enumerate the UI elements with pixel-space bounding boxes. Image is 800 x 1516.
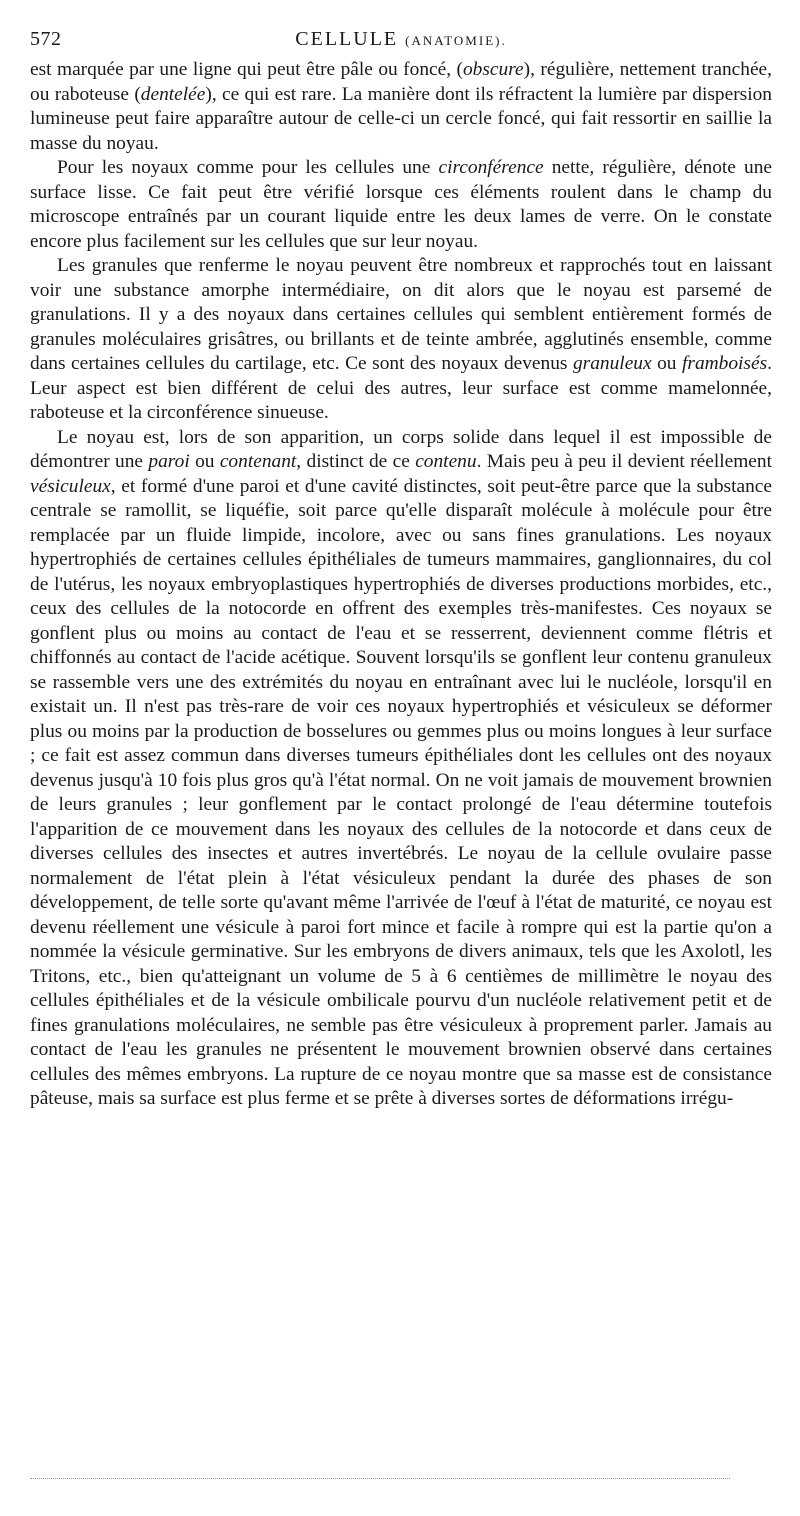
page-number: 572 — [30, 28, 62, 50]
text-run: Le noyau est, lors de son apparition, un corps solide dans lequel il est impossible de démontrer une — [30, 426, 772, 472]
text-run: , distinct de ce — [296, 451, 416, 472]
running-subtitle: (ANATOMIE). — [405, 33, 507, 48]
body-text — [30, 58, 772, 1112]
italic-term: granuleux — [572, 353, 652, 374]
text-run: est marquée par une ligne qui peut être pâle ou foncé, ( — [30, 59, 463, 80]
text-run: Pour les noyaux comme pour les cellules une — [57, 157, 439, 178]
text-run: , et formé d'une paroi et d'une cavité distinctes, soit peut-être parce que la substance centrale se ramollit, se liquéfie, soit parce qu'elle disparaît molécule à molécule pour être remplacée par un fluide limpide, incolore, avec ou sans fines granulations. Les noyaux hypertrophiés de certaines cellules épithéliales de tumeurs mammaires, ganglionnaires, du col de l'utérus, les noyaux embryoplastiques hypertrophiés de diverses productions morbides, etc., ceux des cellules de la notocorde en offrent des exemples très-manifestes. Ces noyaux se gonflent plus ou moins au contact de l'eau et se resserrent, deviennent comme flétris et chiffonnés au contact de l'acide acétique. Souvent lorsqu'ils se gonflent leur contenu granuleux se rassemble vers une des extrémités du noyau en entraînant avec lui le nucléole, lorsqu'il en existait un. Il n'est pas très-rare de voir ces noyaux hypertrophiés et vésiculeux se déformer plus ou moins par la production de bosselures ou gemmes plus ou moins longues à leur surface ; ce fait est assez commun dans diverses tumeurs épithéliales dont les cellules ont des noyaux devenus jusqu'à 10 fois plus gros qu'à l'état normal. On ne voit jamais de mouvement brownien de leurs granules ; leur gonflement par le contact prolongé de l'eau détermine toutefois l'apparition de ce mouvement dans les noyaux des cellules de la notocorde et dans ceux de diverses cellules des insectes et autres invertébrés. Le noyau de la cellule ovulaire passe normalement de l'état plein à l'état vésiculeux pendant la durée des phases de son développement, de telle sorte qu'avant même l'arrivée de l'œuf à l'état de maturité, ce noyau est devenu réellement une vésicule à paroi fort mince et facile à rompre qui est la partie qu'on a nommée la vésicule germinative. Sur les embryons de divers animaux, tels que les Axolotl, les Tritons, etc., bien qu'atteignant un volume de 5 à 6 centièmes de millimètre le noyau des cellules épithéliales et de la vésicule ombilicale pourvu d'un nucléole relativement petit et de fines granulations moléculaires, ne semble pas être vésiculeux à proprement parler. Jamais au contact de l'eau les granules ne présentent le mouvement brownien observé dans certaines cellules des mêmes embryons. La rupture de ce noyau montre que sa masse est de consistance pâteuse, mais sa surface est plus ferme et se prête à diverses sortes de déformations irrégu- — [30, 475, 772, 1109]
text-run: ), ce qui est rare. La manière dont ils réfractent la lumière par dispersion lumineuse peut faire apparaître autour de celle-ci un cercle foncé, qui fait ressortir en saillie la masse du noyau. — [30, 83, 772, 154]
text-run: Les granules que renferme le noyau peuvent être nombreux et rapprochés tout en laissant voir une substance amorphe intermédiaire, on dit alors que le noyau est parsemé de granulations. Il y a des noyaux dans certaines cellules qui semblent entièrement formés de granules moléculaires grisâtres, ou brillants et de teinte ambrée, agglutinés ensemble, comme dans certaines cellules du cartilage, etc. Ce sont des noyaux devenus — [30, 255, 772, 374]
paragraph — [30, 156, 772, 254]
italic-term: contenu — [415, 451, 477, 472]
italic-term: obscure — [462, 59, 524, 80]
book-page — [30, 28, 772, 1112]
paragraph — [30, 254, 772, 426]
text-run: . Mais peu à peu il devient réellement — [476, 451, 772, 472]
text-run: ou — [189, 451, 220, 472]
running-title: CELLULE — [295, 28, 399, 50]
italic-term: contenant — [219, 451, 297, 472]
footer-dotted-rule — [30, 1478, 730, 1479]
paragraph — [30, 58, 772, 156]
text-run: ), régulière, nettement tranchée, ou raboteuse ( — [30, 59, 773, 105]
italic-term: vésiculeux — [30, 475, 111, 497]
italic-term: circonférence — [438, 157, 544, 178]
text-run: ou — [651, 353, 683, 374]
paragraph — [30, 426, 772, 1112]
italic-term: dentelée — [140, 83, 206, 105]
italic-term: paroi — [148, 451, 190, 472]
running-head — [100, 28, 702, 51]
text-run: . Leur aspect est bien différent de celui des autres, leur surface est comme mamelonnée, raboteuse et la circonférence sinueuse. — [30, 353, 772, 423]
italic-term: framboisés — [682, 353, 768, 374]
page-header — [30, 28, 772, 54]
text-run: nette, régulière, dénote une surface lisse. Ce fait peut être vérifié lorsque ces éléments roulent dans le champ du microscope entraînés par un courant liquide entre les deux lames de verre. On le constate encore plus facilement sur les cellules que sur leur noyau. — [30, 157, 772, 252]
